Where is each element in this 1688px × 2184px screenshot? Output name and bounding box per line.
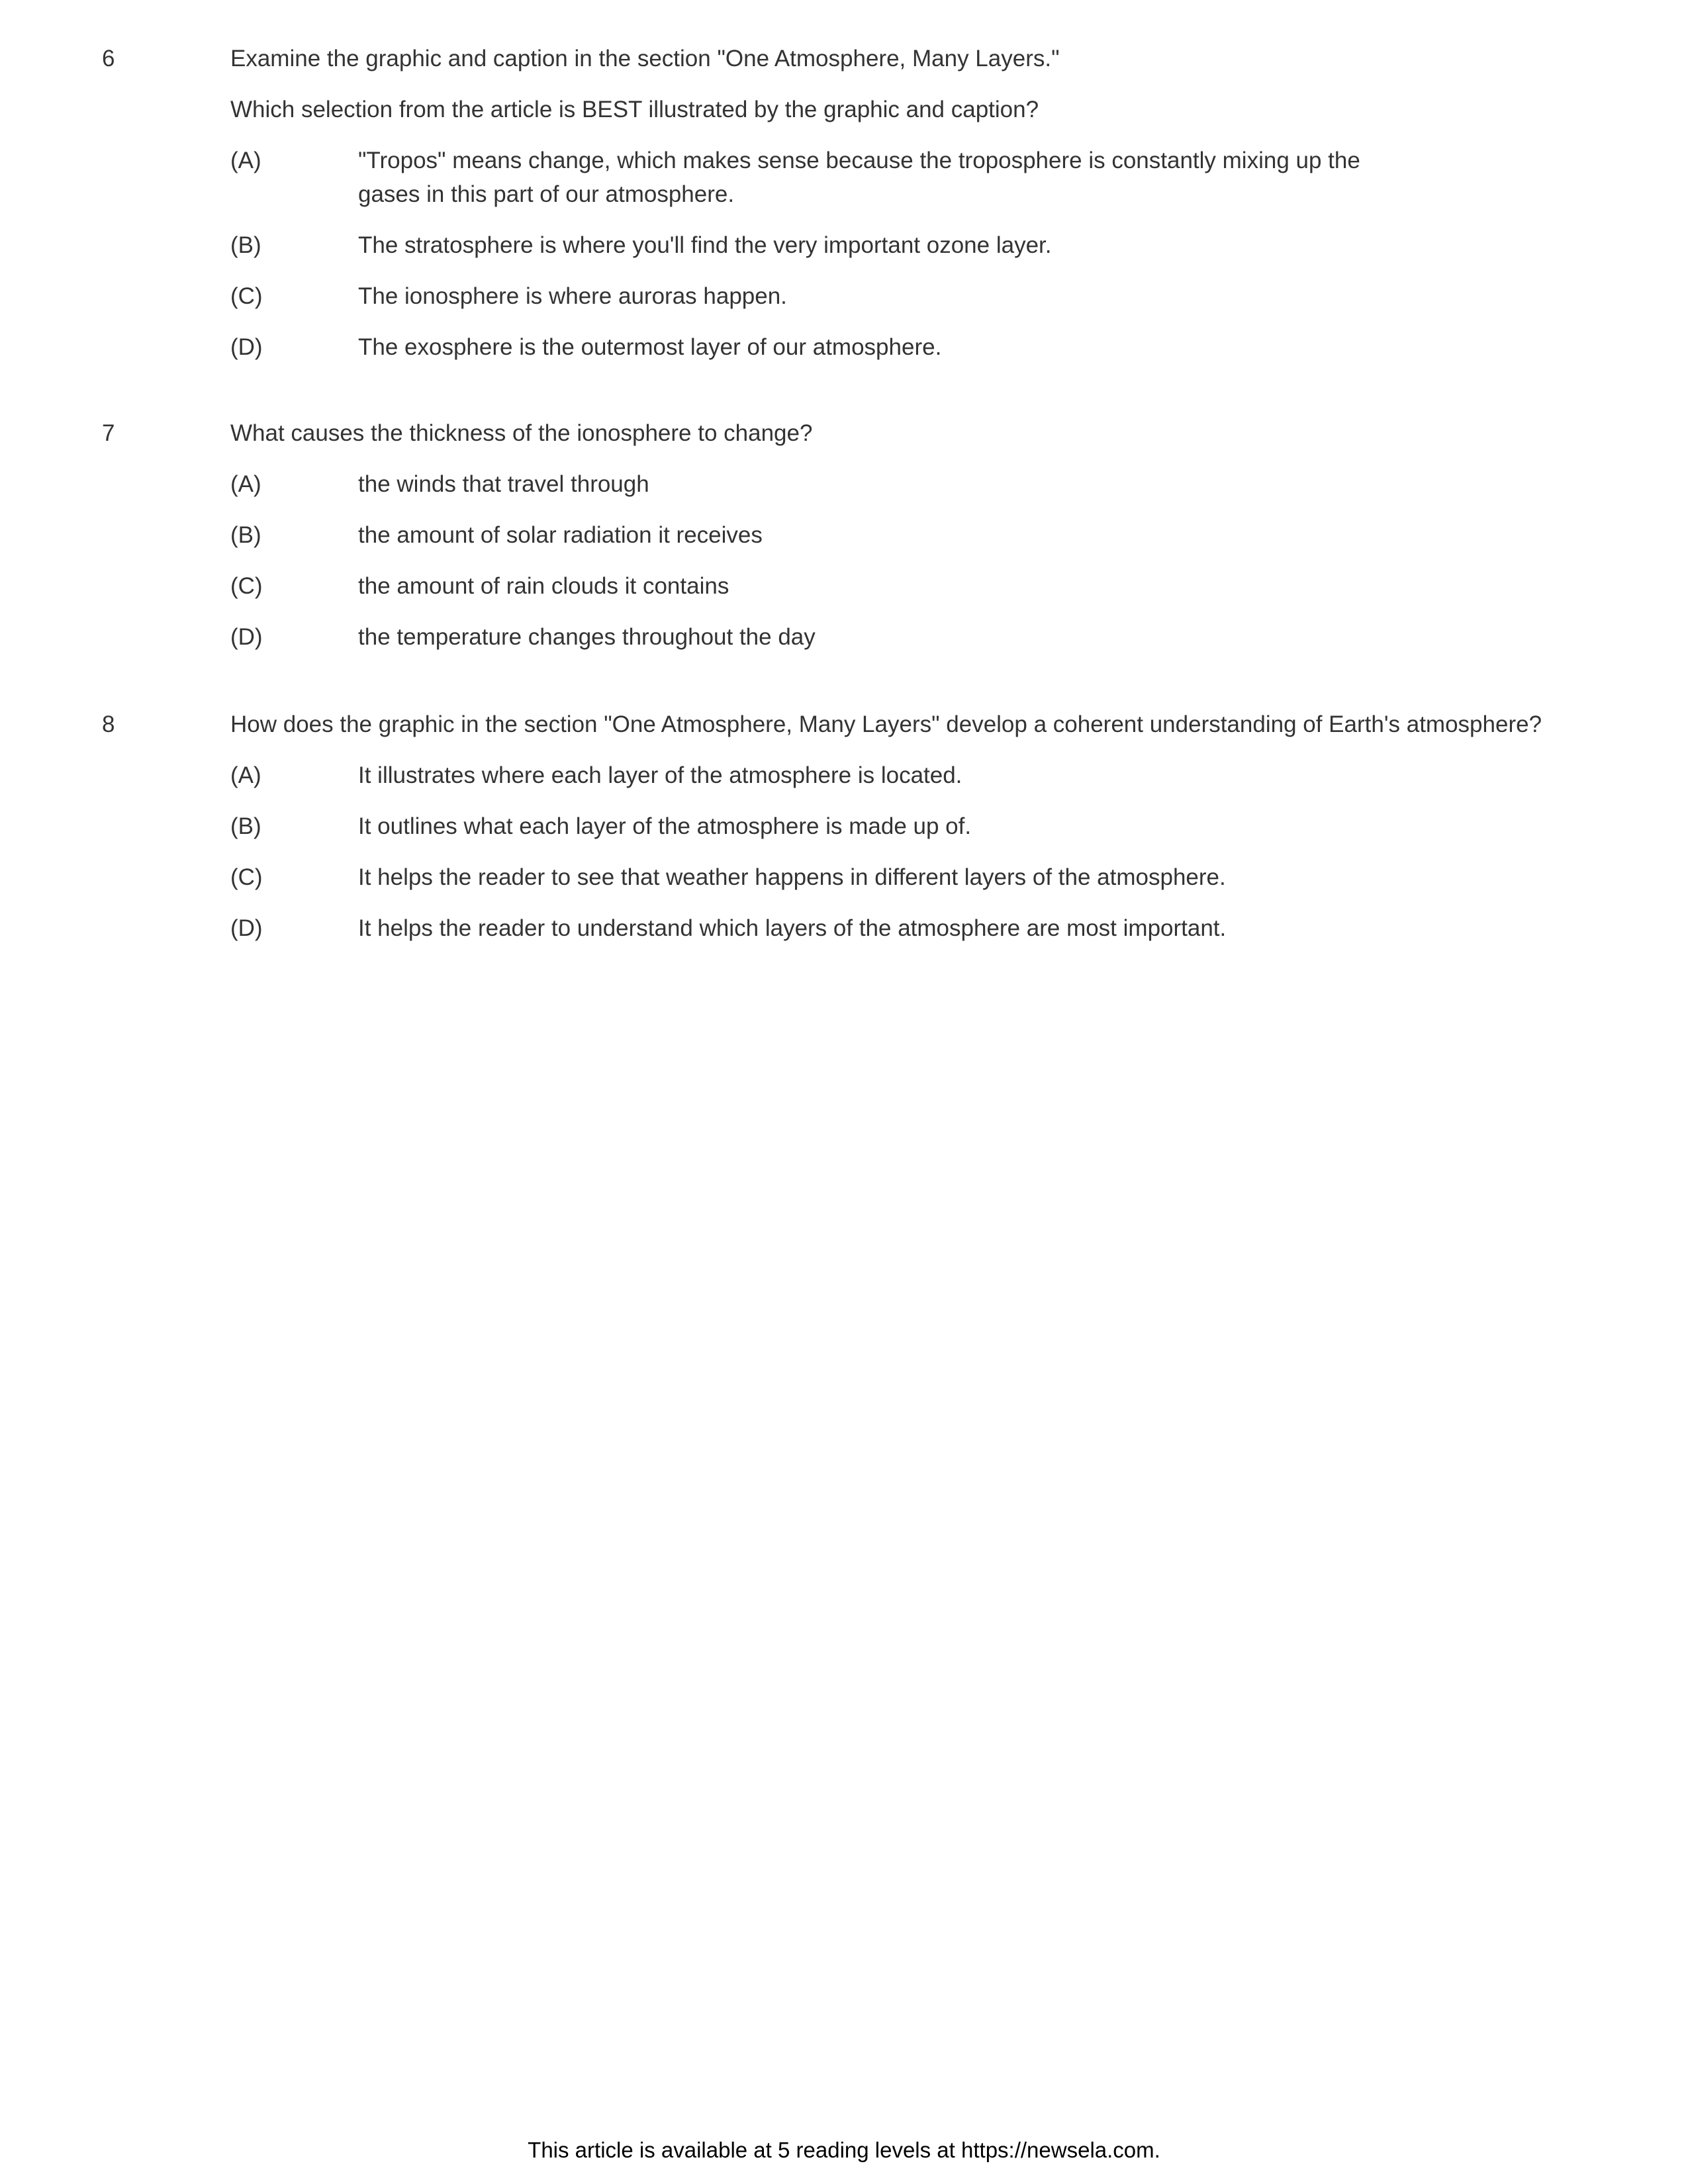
choice-text: the amount of rain clouds it contains [358, 573, 729, 599]
choice-letter: (A) [230, 148, 261, 173]
choice-letter: (B) [230, 522, 261, 548]
question-stem: Examine the graphic and caption in the section "One Atmosphere, Many Layers." [230, 46, 1060, 71]
choice-text: the amount of solar radiation it receives [358, 522, 763, 548]
choice-text: It illustrates where each layer of the atmosphere is located. [358, 762, 962, 788]
answer-choice-b[interactable] [230, 809, 1654, 843]
choice-letter: (C) [230, 573, 263, 599]
choice-text: the winds that travel through [358, 471, 649, 497]
answer-choice-a[interactable] [230, 467, 1654, 501]
answer-choice-d[interactable] [230, 330, 1654, 364]
choice-text: The exosphere is the outermost layer of our atmosphere. [358, 334, 942, 360]
answer-choice-a[interactable] [230, 758, 1654, 792]
footer-note: This article is available at 5 reading levels at https://newsela.com. [528, 2138, 1160, 2162]
choice-text: The stratosphere is where you'll find the very important ozone layer. [358, 232, 1052, 258]
choice-text: It helps the reader to understand which layers of the atmosphere are most important. [358, 915, 1227, 941]
answer-choice-d[interactable] [230, 620, 1654, 654]
answer-choice-a[interactable] [230, 144, 1654, 211]
answer-choice-c[interactable] [230, 279, 1654, 313]
choice-text: It outlines what each layer of the atmosphere is made up of. [358, 813, 972, 839]
choice-letter: (D) [230, 915, 263, 941]
question-body [230, 707, 1654, 962]
choice-letter: (C) [230, 864, 263, 890]
choice-letter: (A) [230, 762, 261, 788]
answer-choice-c[interactable] [230, 860, 1654, 894]
answer-choice-b[interactable] [230, 228, 1654, 262]
question-number: 7 [102, 420, 115, 446]
choice-letter: (A) [230, 471, 261, 497]
question-body [230, 42, 1654, 381]
answer-choice-d[interactable] [230, 911, 1654, 945]
answer-choice-c[interactable] [230, 569, 1654, 603]
question-stem: How does the graphic in the section "One Atmosphere, Many Layers" develop a coherent understanding of Earth's atmosphere? [230, 711, 1542, 737]
question-number: 8 [102, 711, 115, 737]
question-stem: What causes the thickness of the ionosphere to change? [230, 420, 813, 446]
choice-text: "Tropos" means change, which makes sense because the troposphere is constantly mixing up the gases in this part of our atmosphere. [358, 148, 1360, 207]
choice-letter: (B) [230, 813, 261, 839]
choice-letter: (C) [230, 283, 263, 309]
question-body [230, 416, 1654, 671]
choice-text: The ionosphere is where auroras happen. [358, 283, 787, 309]
choice-text: the temperature changes throughout the day [358, 624, 816, 650]
answer-choice-b[interactable] [230, 518, 1654, 552]
question-prompt: Which selection from the article is BEST illustrated by the graphic and caption? [230, 97, 1039, 122]
choice-letter: (B) [230, 232, 261, 258]
choice-letter: (D) [230, 334, 263, 360]
question-number: 6 [102, 46, 115, 71]
choice-letter: (D) [230, 624, 263, 650]
choice-text: It helps the reader to see that weather happens in different layers of the atmosphere. [358, 864, 1226, 890]
